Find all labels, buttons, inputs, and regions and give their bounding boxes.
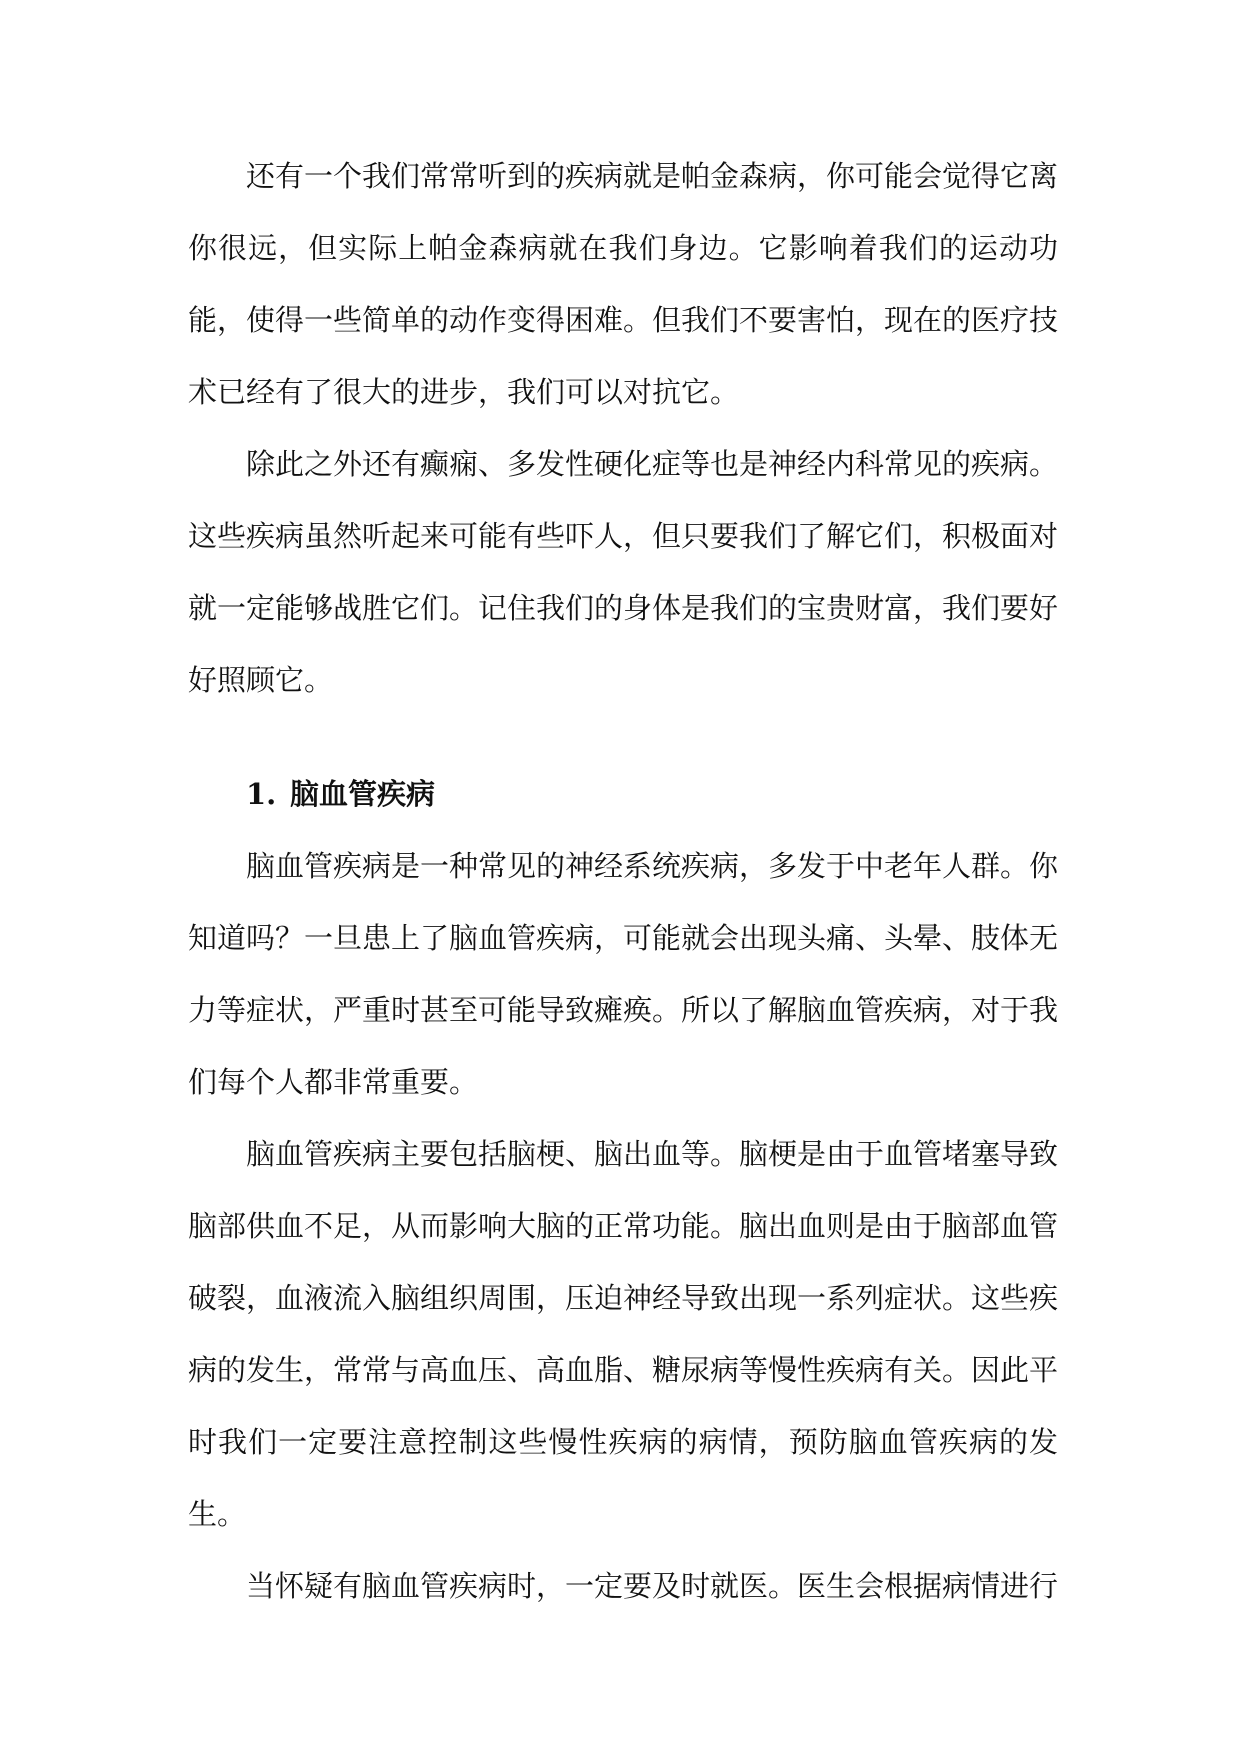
paragraph-seek-medical-care: 当怀疑有脑血管疾病时，一定要及时就医。医生会根据病情进行	[246, 1569, 1059, 1603]
paragraph-cerebrovascular-intro: 脑血管疾病是一种常见的神经系统疾病，多发于中老年人群。你知道吗？一旦患上了脑血管疾病，可能就会出现头痛、头晕、肢体无力等症状，严重时甚至可能导致瘫痪。所以了解脑血管疾病，对于我们每个人都非常重要。	[188, 849, 1059, 1099]
section-title: 脑血管疾病	[290, 777, 436, 811]
section-heading	[188, 758, 1058, 830]
paragraph-other-diseases: 除此之外还有癫痫、多发性硬化症等也是神经内科常见的疾病。这些疾病虽然听起来可能有些吓人，但只要我们了解它们，积极面对就一定能够战胜它们。记住我们的身体是我们的宝贵财富，我们要好好照顾它。	[188, 447, 1059, 697]
document-page	[188, 140, 1058, 1622]
paragraph-cerebrovascular-types: 脑血管疾病主要包括脑梗、脑出血等。脑梗是由于血管堵塞导致脑部供血不足，从而影响大脑的正常功能。脑出血则是由于脑部血管破裂，血液流入脑组织周围，压迫神经导致出现一系列症状。这些疾病的发生，常常与高血压、高血脂、糖尿病等慢性疾病有关。因此平时我们一定要注意控制这些慢性疾病的病情，预防脑血管疾病的发生。	[188, 1137, 1059, 1531]
paragraph-parkinsons: 还有一个我们常常听到的疾病就是帕金森病，你可能会觉得它离你很远，但实际上帕金森病就在我们身边。它影响着我们的运动功能，使得一些简单的动作变得困难。但我们不要害怕，现在的医疗技术已经有了很大的进步，我们可以对抗它。	[188, 159, 1059, 409]
section-number: 1.	[246, 777, 277, 811]
